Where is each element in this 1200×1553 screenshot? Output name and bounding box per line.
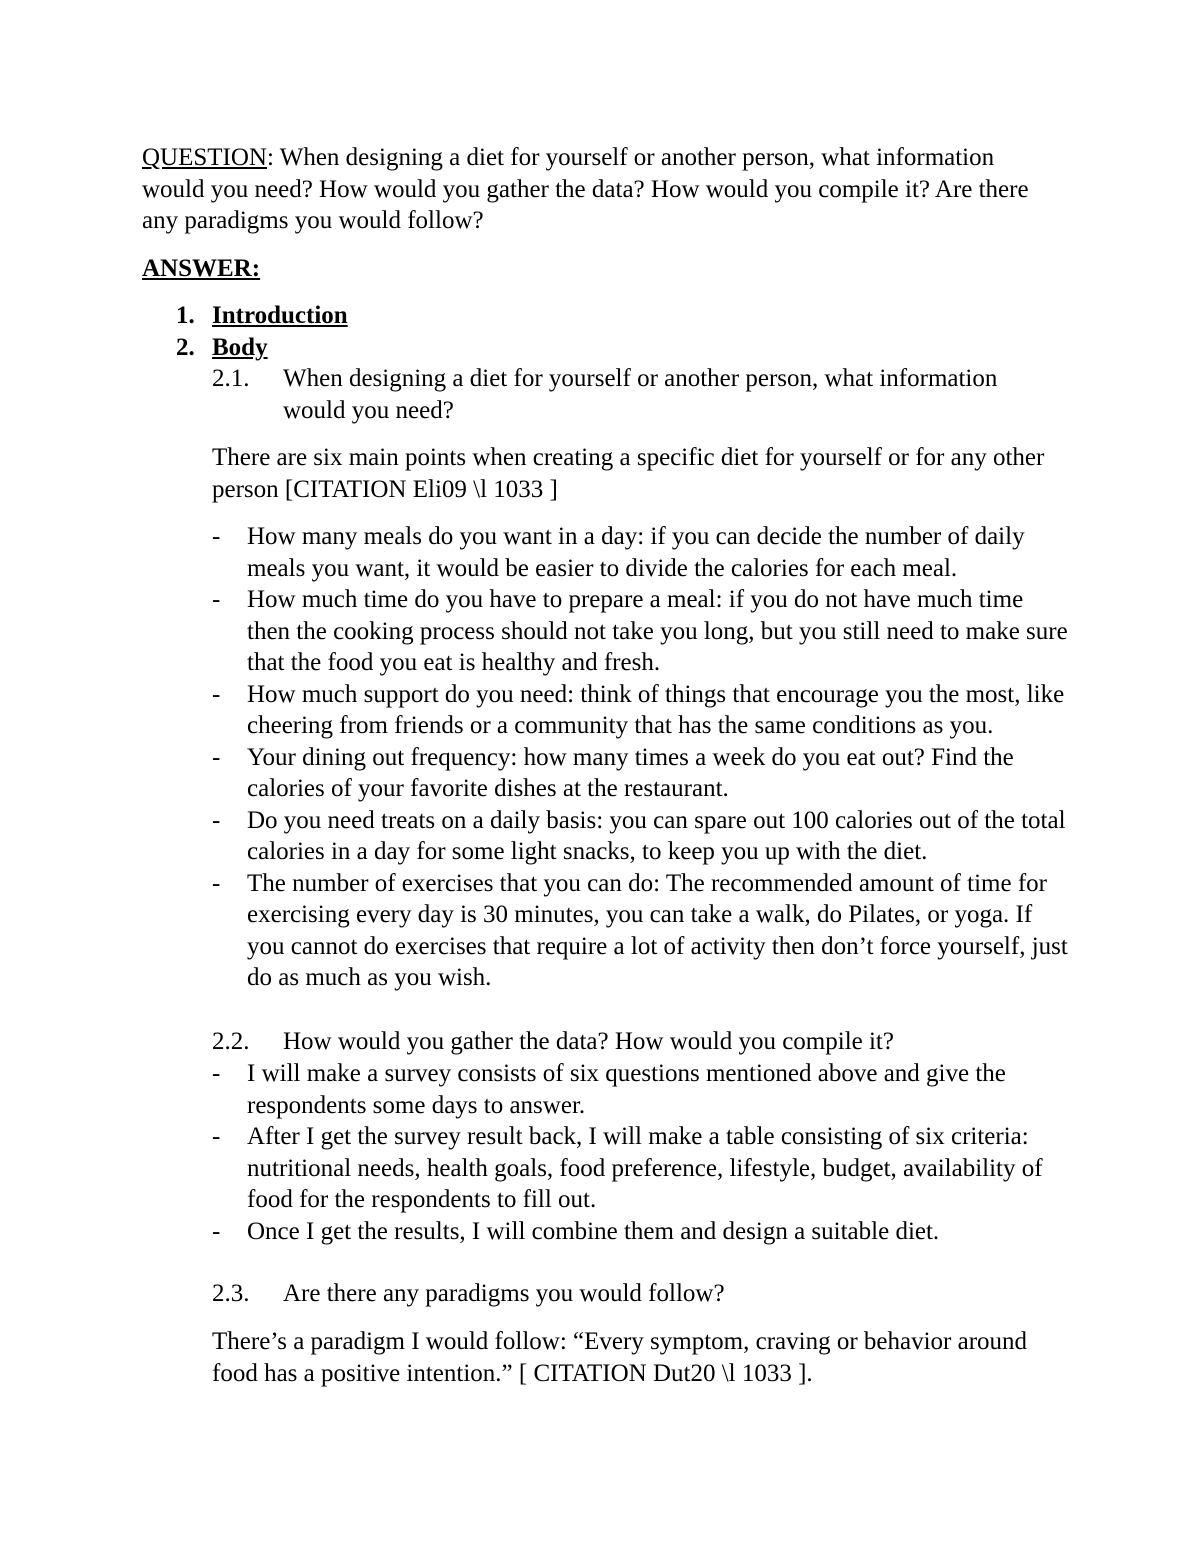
list-item: - Do you need treats on a daily basis: you can spare out 100 calories out of the total calories in a day for some light snacks, to keep you up with the diet. <box>212 806 1066 865</box>
section-intro: There are six main points when creating a specific diet for yourself or for any other person [CITATION Eli09 \l 1033 ] <box>212 444 1045 503</box>
bullet-list <box>212 521 1072 994</box>
list-item: - After I get the survey result back, I will make a table consisting of six criteria: nutritional needs, health goals, food preference, lifestyle, budget, availability of food for the respondents to fill out. <box>212 1123 1043 1213</box>
section-title: Are there any paradigms you would follow? <box>283 1280 725 1307</box>
outline-number: 1. <box>176 302 195 329</box>
question-text: : When designing a diet for yourself or another person, what information would you need? How would you gather the data? How would you compile it? Are there any paradigms you would follow? <box>142 144 1029 234</box>
question-label: QUESTION <box>142 144 267 171</box>
section-number: 2.1. <box>212 365 250 392</box>
outline-label: Body <box>212 334 268 361</box>
section-title: How would you gather the data? How would you compile it? <box>283 1028 894 1055</box>
list-item: - Your dining out frequency: how many times a week do you eat out? Find the calories of your favorite dishes at the restaurant. <box>212 743 1014 802</box>
list-item: - The number of exercises that you can do: The recommended amount of time for exercising every day is 30 minutes, you can take a walk, do Pilates, or yoga. If you cannot do exercises that require a lot of activity then don’t force yourself, just do as much as you wish. <box>212 869 1068 991</box>
section-number: 2.3. <box>212 1280 250 1307</box>
list-item: - How much time do you have to prepare a meal: if you do not have much time then the cooking process should not take you long, but you still need to make sure that the food you eat is healthy and fresh. <box>212 586 1068 676</box>
list-item: - I will make a survey consists of six questions mentioned above and give the respondents some days to answer. <box>212 1060 1006 1119</box>
section-number: 2.2. <box>212 1028 250 1055</box>
list-item: - How much support do you need: think of things that encourage you the most, like cheering from friends or a community that has the same conditions as you. <box>212 680 1065 739</box>
outline-number: 2. <box>176 334 195 361</box>
question-paragraph <box>142 142 1062 237</box>
list-item: - How many meals do you want in a day: if you can decide the number of daily meals you want, it would be easier to divide the calories for each meal. <box>212 523 1025 582</box>
answer-heading: ANSWER: <box>142 255 261 282</box>
outline-label: Introduction <box>212 302 348 329</box>
section-title: When designing a diet for yourself or another person, what information would you need? <box>283 365 998 424</box>
bullet-list <box>212 1058 1072 1247</box>
list-item: - Once I get the results, I will combine them and design a suitable diet. <box>212 1217 940 1245</box>
section-paragraph: There’s a paradigm I would follow: “Every symptom, craving or behavior around food has a positive intention.” [ CITATION Dut20 \l 1033 ]. <box>212 1328 1028 1387</box>
